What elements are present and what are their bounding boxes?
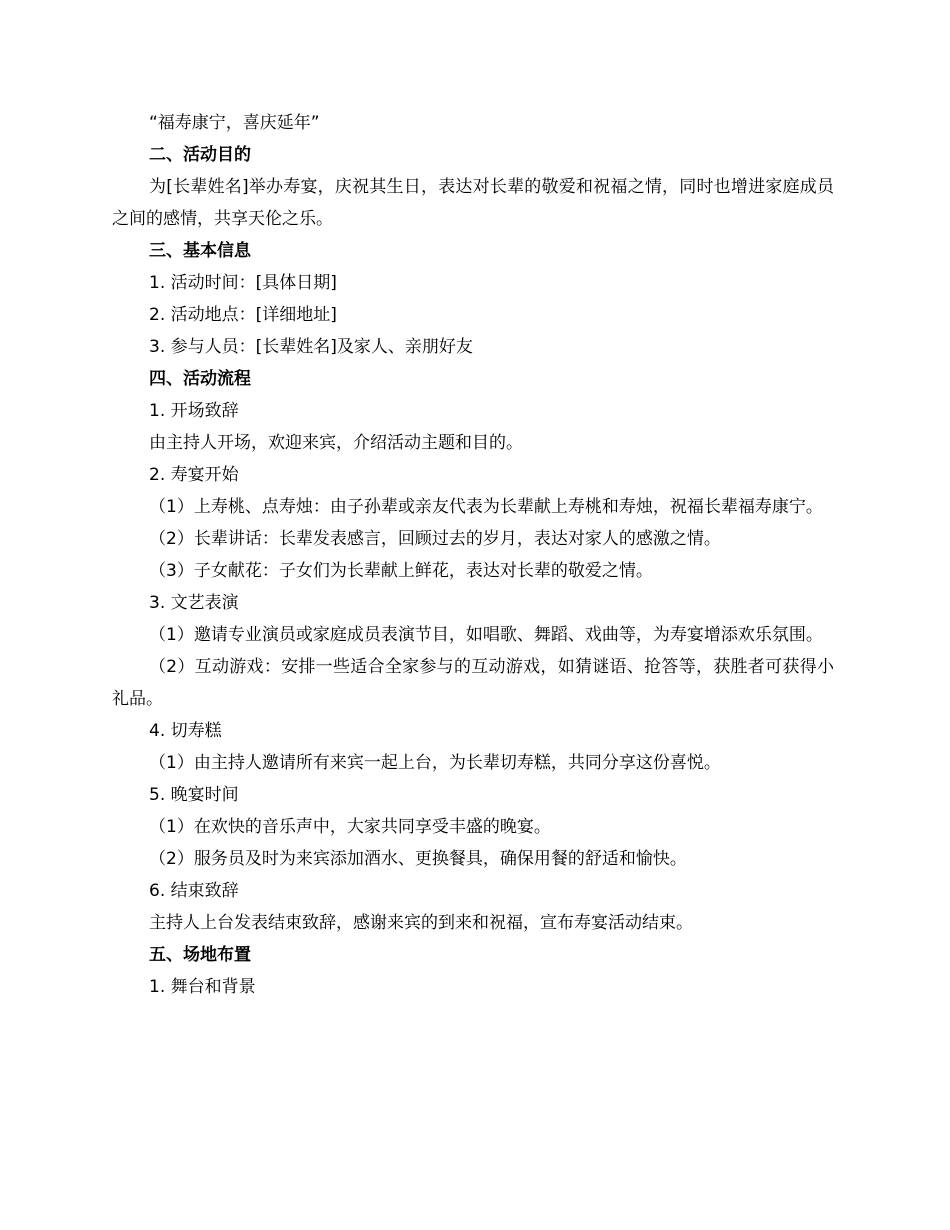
venue-item-1: 1. 舞台和背景 — [149, 977, 256, 997]
process-dinner-title: 5. 晚宴时间 — [149, 785, 239, 805]
document-body — [112, 107, 834, 1003]
section-heading-purpose: 二、活动目的 — [149, 145, 251, 165]
info-item-time: 1. 活动时间：[具体日期] — [149, 273, 337, 293]
slogan: “福寿康宁，喜庆延年” — [149, 113, 320, 133]
purpose-paragraph: 为[长辈姓名]举办寿宴，庆祝其生日，表达对长辈的敬爱和祝福之情，同时也增进家庭成员之间的感情，共享天伦之乐。 — [112, 177, 834, 229]
process-performance-title: 3. 文艺表演 — [149, 593, 239, 613]
process-banquet-title: 2. 寿宴开始 — [149, 465, 239, 485]
process-closing-body: 主持人上台发表结束致辞，感谢来宾的到来和祝福，宣布寿宴活动结束。 — [149, 913, 693, 933]
banquet-item-3: （3）子女献花：子女们为长辈献上鲜花，表达对长辈的敬爱之情。 — [149, 561, 653, 581]
performance-item-2: （2）互动游戏：安排一些适合全家参与的互动游戏，如猜谜语、抢答等，获胜者可获得小礼品。 — [112, 657, 834, 709]
info-item-participants: 3. 参与人员：[长辈姓名]及家人、亲朋好友 — [149, 337, 473, 357]
performance-item-1: （1）邀请专业演员或家庭成员表演节目，如唱歌、舞蹈、戏曲等，为寿宴增添欢乐氛围。 — [149, 625, 823, 645]
process-opening-title: 1. 开场致辞 — [149, 401, 239, 421]
process-cake-title: 4. 切寿糕 — [149, 721, 222, 741]
section-heading-basic-info: 三、基本信息 — [149, 241, 251, 261]
process-opening-body: 由主持人开场，欢迎来宾，介绍活动主题和目的。 — [149, 433, 523, 453]
banquet-item-1: （1）上寿桃、点寿烛：由子孙辈或亲友代表为长辈献上寿桃和寿烛，祝福长辈福寿康宁。 — [149, 497, 823, 517]
banquet-item-2: （2）长辈讲话：长辈发表感言，回顾过去的岁月，表达对家人的感激之情。 — [149, 529, 721, 549]
info-item-location: 2. 活动地点：[详细地址] — [149, 305, 337, 325]
dinner-item-2: （2）服务员及时为来宾添加酒水、更换餐具，确保用餐的舒适和愉快。 — [149, 849, 687, 869]
cake-item-1: （1）由主持人邀请所有来宾一起上台，为长辈切寿糕，共同分享这份喜悦。 — [149, 753, 721, 773]
dinner-item-1: （1）在欢快的音乐声中，大家共同享受丰盛的晚宴。 — [149, 817, 551, 837]
section-heading-venue: 五、场地布置 — [149, 945, 251, 965]
section-heading-process: 四、活动流程 — [149, 369, 251, 389]
process-closing-title: 6. 结束致辞 — [149, 881, 239, 901]
